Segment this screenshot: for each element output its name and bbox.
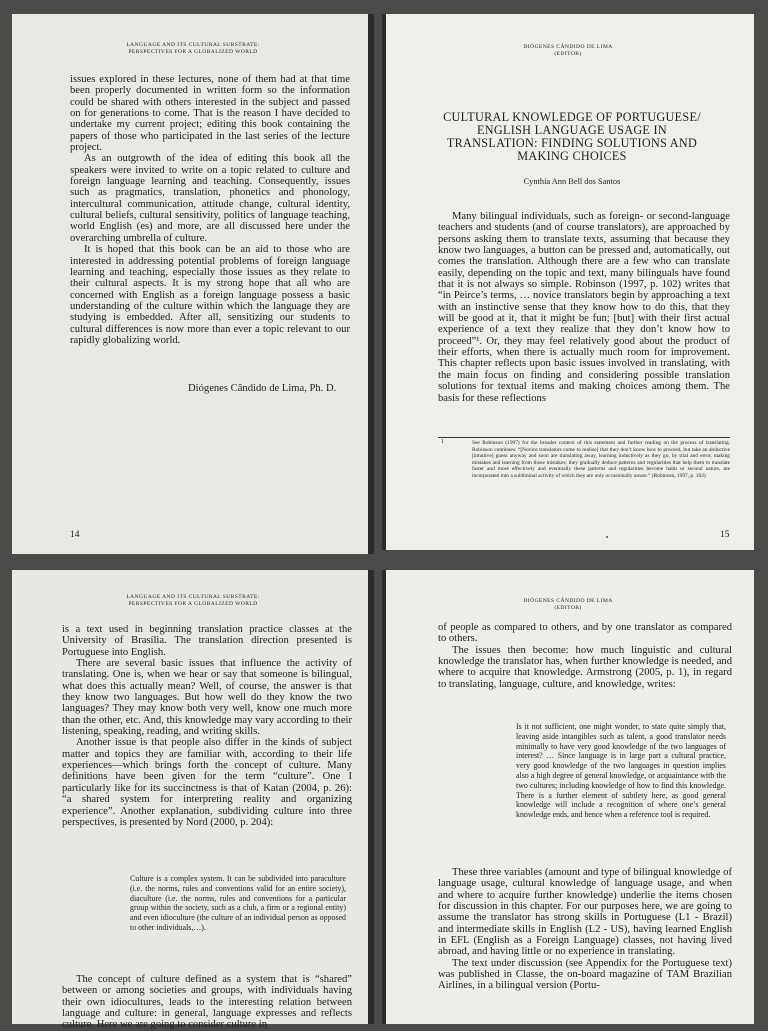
paragraph: Another issue is that people also differ in the kinds of subject matter and topics they are familiar with, according to their life experiences—which brings forth the concept of culture. Many definitions have been given for the term “culture”. One I particularly like for its succinctness is that of Katan (2004, p. 26): “a shared system for interpreting reality and organizing experience”. Another explanation, subdividing culture into three perspectives, is presented by Nord (2000, p. 204): [62, 737, 352, 828]
paragraph: As an outgrowth of the idea of editing this book all the speakers were invited to write on a topic related to culture and foreign language learning and teaching. Consequently, issues such as pragmatics, translation, phonetics and phonology, intercultural communication, attitude change, cultural identity, cultural beliefs, cultural sensitivity, politics of language teaching, world English (es) and more, are all discussed here under the overarching umbrella of culture. [70, 153, 350, 244]
binding-shadow [382, 570, 386, 1024]
chapter-title-line: MAKING CHOICES [517, 149, 627, 163]
footnote-rule [438, 437, 730, 438]
chapter-title [422, 111, 722, 163]
paragraph: is a text used in beginning translation practice classes at the University of Brasília. The translation direction presented is Portuguese into English. [62, 624, 352, 658]
page-16 [12, 570, 374, 1031]
page-17 [382, 570, 754, 1024]
binding-shadow [382, 14, 386, 550]
body-text [438, 622, 732, 690]
paragraph: The concept of culture defined as a system that is “shared” between or among societies and groups, with individuals having their own idiocultures, leads to the interesting relation between language and culture: in general, language expresses and reflects culture. Here we are going to consider culture in [62, 974, 352, 1031]
paragraph: of people as compared to others, and by one translator as compared to others. [438, 622, 732, 645]
page-number: 14 [70, 530, 80, 540]
chapter-title-line: ENGLISH LANGUAGE USAGE IN [477, 123, 667, 137]
footnote-number: 1 [441, 439, 444, 445]
running-header-line-1: DIÓGENES CÂNDIDO DE LIMA [523, 598, 613, 604]
running-header-line-1: LANGUAGE AND ITS CULTURAL SUBSTRATE: [126, 42, 260, 48]
paragraph: issues explored in these lectures, none of them had at that time been properly documented in written form so the information could be shared with others interested in the subject and passed on for generations to come. That is the reason I have decided to undertake my current project; editing this book containing the papers of those who participated in the last series of the lecture project. [70, 74, 350, 154]
running-header-line-1: LANGUAGE AND ITS CULTURAL SUBSTRATE: [126, 594, 260, 600]
page-14 [12, 14, 374, 554]
paragraph: The issues then become: how much linguistic and cultural knowledge the translator has, when further knowledge is needed, and where to acquire that knowledge. Armstrong (2005, p. 1), in regard to translating, language, culture, and knowledge, writes: [438, 644, 732, 690]
paragraph: These three variables (amount and type of bilingual knowledge of language usage, cultural knowledge of language usage, and when and where to acquire further knowledge) underlie the items chosen for discussion in this chapter. For our purposes here, we are going to assume the translator has strong skills in Portuguese (L1 - Brazil) and intermediate skills in English (L2 - US), having learned English in EFL (English as a Foreign Language) classes, not having lived abroad, and having little or no experience in translating. [438, 867, 732, 958]
body-text-continued [62, 974, 352, 1031]
running-header-line-2: PERSPECTIVES FOR A GLOBALIZED WORLD [128, 601, 258, 607]
chapter-title-line: TRANSLATION: FINDING SOLUTIONS AND [446, 136, 698, 150]
block-quote: Is it not sufficient, one might wonder, to state quite simply that, leaving aside intangibles such as talent, a good translator needs minimally to have very good knowledge of the two languages of interest? … Since language is in large part a cultural practice, very good knowledge of the two languages in question implies also a high degree of general knowledge, or acquaintance with the two cultures; including knowledge of how to find this knowledge. There is a further element of subtlety here, as good general knowledge will include a recognition of where one’s general knowledge ends, and hence when a reference tool is required. [516, 722, 726, 820]
paragraph: Many bilingual individuals, such as foreign- or second-language teachers and students (and of course translators), are approached by persons asking them to translate texts, assuming that because they know two languages, a button can be pressed and, automatically, out comes the translation. Although there are a few who can translate easily, depending on the topic and text, many bilinguals have found that it is not always so simple. Robinson (1997, p. 102) writes that “in Peirce’s terms, … novice translators begin by approaching a text with an instinctive sense that they know how to do this, that they will be good at it, that it might be fun; [but] with their first actual experience of a text they realize that they don’t know how to proceed”¹. Or, they may feel relatively good about the product of their efforts, when there is actually much room for improvement. This chapter reflects upon basic issues involved in translating, with the main focus on finding and considering possible translation solutions for textual items and making choices among them. The basis for these reflections [438, 211, 730, 404]
running-header-line-1: DIÓGENES CÂNDIDO DE LIMA [523, 44, 613, 50]
running-header-line-2: (EDITOR) [554, 51, 582, 57]
body-text [70, 74, 350, 346]
chapter-title-line: CULTURAL KNOWLEDGE OF PORTUGUESE/ [443, 110, 701, 124]
block-quote: Culture is a complex system. It can be subdivided into paraculture (i.e. the norms, rules and conventions valid for an entire society), diaculture (i.e. the norms, rules and conventions for a particular group within the society, such as a club, a firm or a regional entity) and even idioculture (the culture of an individual person as opposed to other individuals,…). [130, 874, 346, 932]
paragraph: There are several basic issues that influence the activity of translating. One is, when we hear or say that someone is bilingual, what does this actually mean? Well, of course, the answer is that they know two languages. But how well do they know the two languages? They may know both very well, know one much more than the other, etc. And, this knowledge may vary according to their listening, speaking, reading, and writing skills. [62, 658, 352, 738]
binding-shadow [368, 570, 374, 1024]
running-header [382, 598, 754, 612]
body-text [62, 624, 352, 828]
running-header [12, 42, 374, 56]
binding-shadow [368, 14, 374, 554]
scan-speck [606, 536, 608, 538]
paragraph: It is hoped that this book can be an aid to those who are interested in addressing potential problems of foreign language learning and teaching, especially those issues as they relate to their cultural aspects. It is my strong hope that all who are concerned with English as a foreign language possess a basic understanding of the culture within which the language they are studying is embedded. After all, sensitizing our students to cultural differences is now more than ever a topic relevant to our rapidly globalizing world. [70, 244, 350, 346]
body-text [438, 211, 730, 404]
running-header-line-2: PERSPECTIVES FOR A GLOBALIZED WORLD [128, 49, 258, 55]
running-header [12, 594, 374, 608]
chapter-author: Cynthia Ann Bell dos Santos [523, 177, 621, 186]
running-header [382, 44, 754, 58]
page-15 [382, 14, 754, 550]
paragraph: The text under discussion (see Appendix for the Portuguese text) was published in Classe, the on-board magazine of TAM Brazilian Airlines, in a bilingual version (Portu- [438, 957, 732, 992]
body-text-continued [438, 867, 732, 992]
page-number: 15 [720, 530, 730, 540]
running-header-line-2: (EDITOR) [554, 605, 582, 611]
footnote-text: See Robinson (1997) for the broader context of this statement and further reading on the process of translating. Robinson continues: “[Novice translators come to realize] that they don’t know how to proceed, but take an abductive [intuitive] guess anyway and soon are translating away, learning inductively as they go, by trial and error, making mistakes and learning from those mistakes; they gradually deduce patterns and regularities that help them to translate faster and more effectively and eventually these patterns and regularities become habit or second nature, are incorporated into a subliminal activity of which they are only occasionally aware.” (Robinson, 1997, p. 102) [472, 440, 730, 479]
signature-line: Diógenes Cândido de Lima, Ph. D. [188, 383, 337, 394]
